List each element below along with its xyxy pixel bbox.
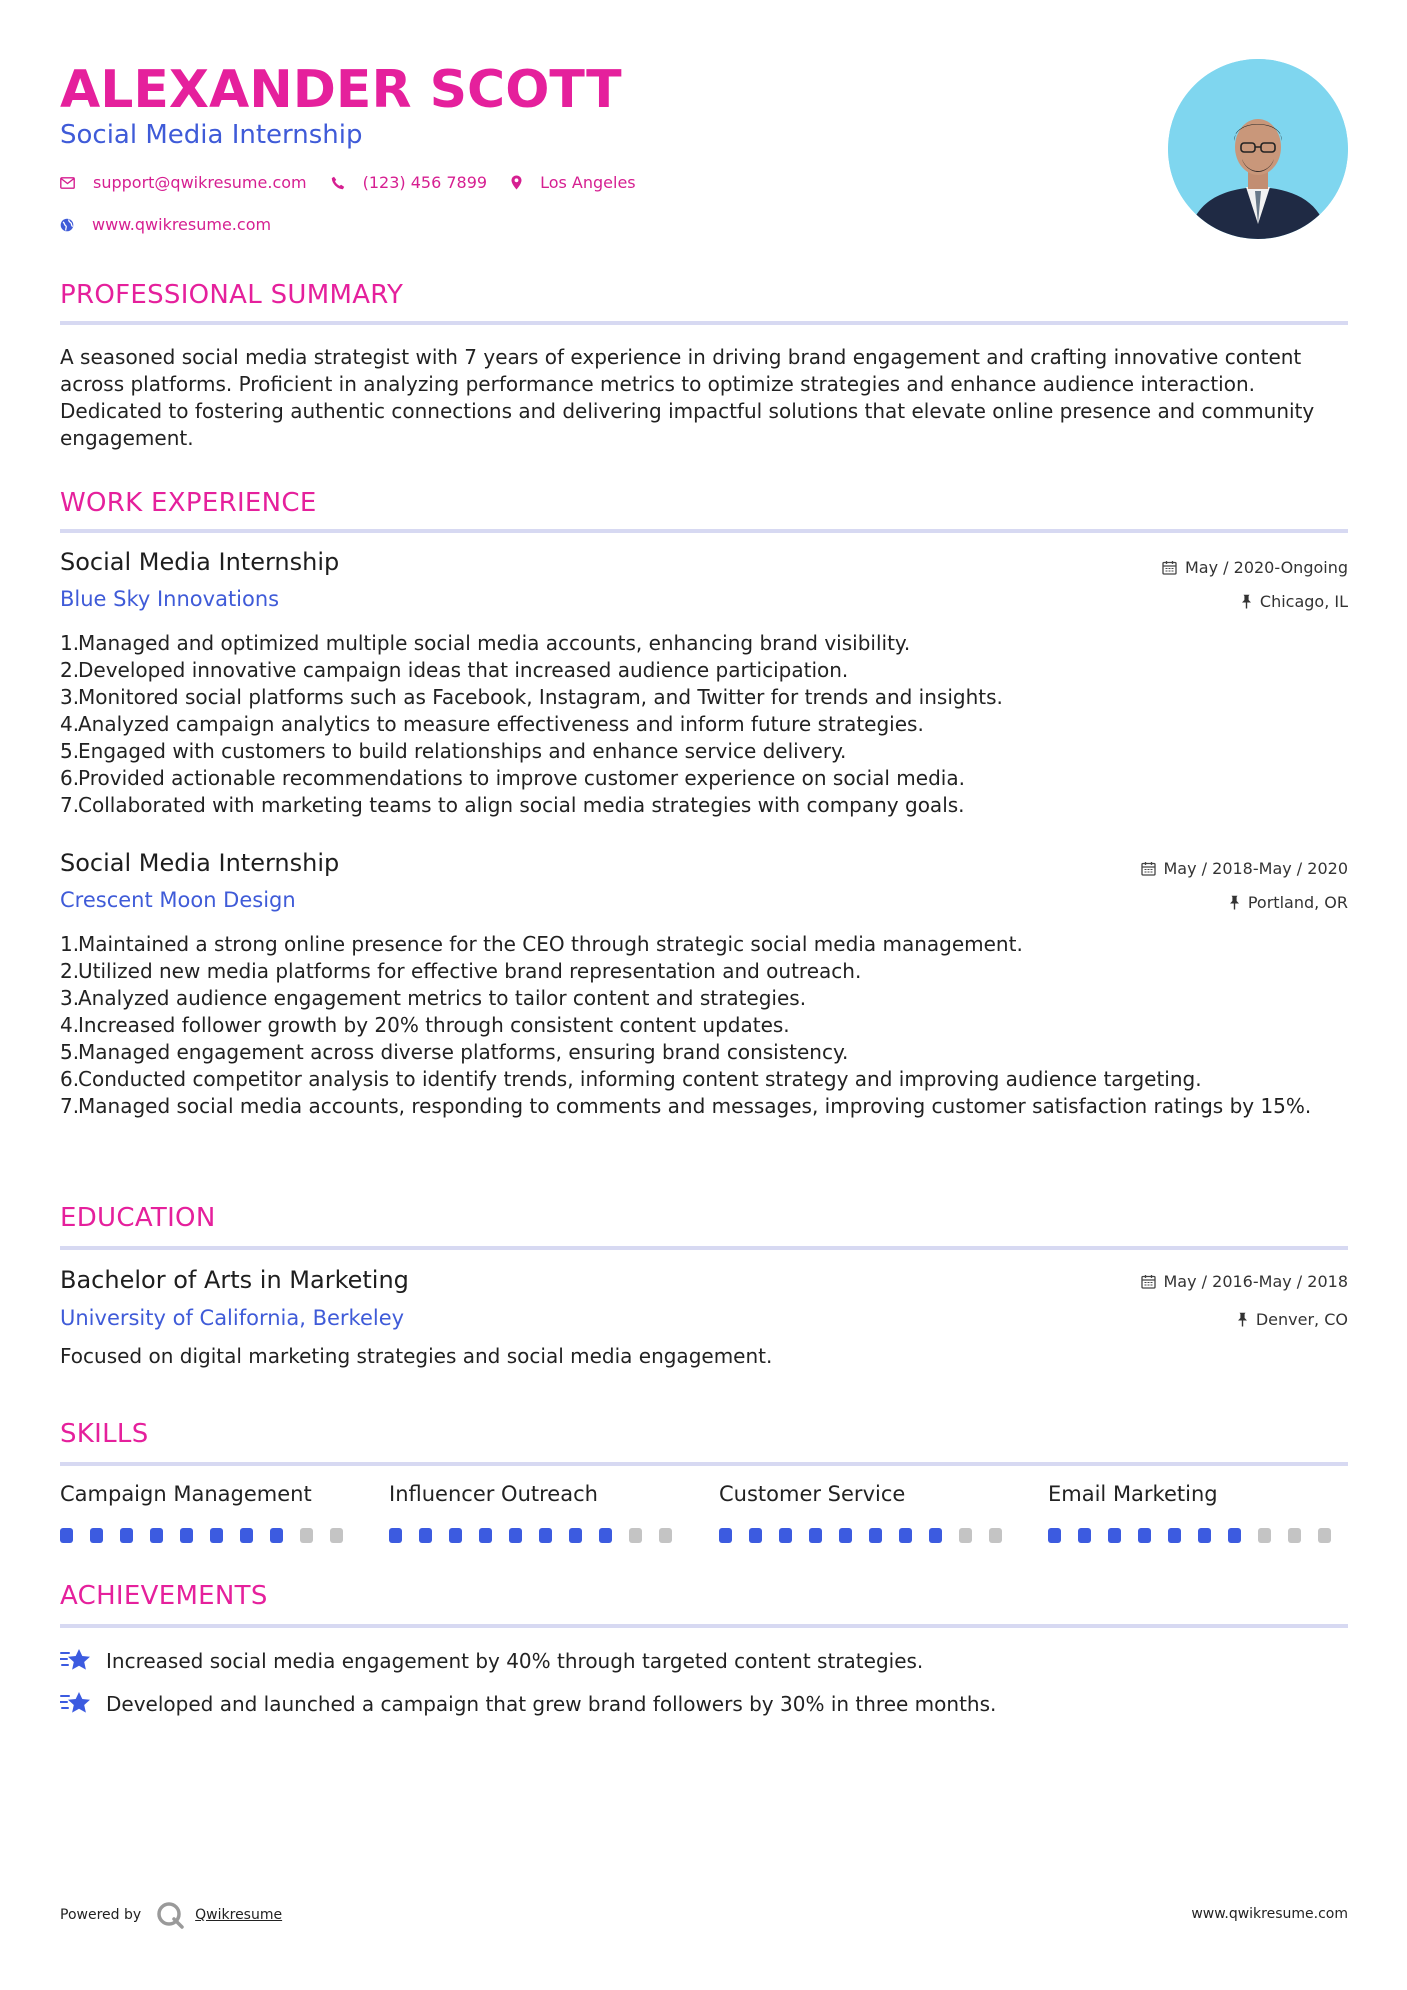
skill-dot-empty — [629, 1528, 642, 1543]
map-pin-icon — [511, 175, 522, 190]
list-number: 2. — [60, 959, 80, 983]
education-date-text: May / 2016-May / 2018 — [1163, 1272, 1348, 1291]
company-name: Crescent Moon Design — [60, 888, 296, 912]
job-responsibilities — [60, 630, 1350, 819]
skill-dot-filled — [839, 1528, 852, 1543]
summary-text: A seasoned social media strategist with 7 years of experience in driving brand engagement and crafting innovative content across platforms. Proficient in analyzing performance metrics to optimize strategies and enhance audience interaction. Dedicated to fostering authentic connections and delivering impactful solutions that elevate online presence and community engagement. — [60, 345, 1315, 450]
skill-name: Influencer Outreach — [389, 1482, 598, 1506]
skill-item — [60, 1482, 360, 1543]
list-text: Managed and optimized multiple social media accounts, enhancing brand visibility. — [78, 631, 911, 655]
section-divider — [60, 1462, 1348, 1466]
list-number: 6. — [60, 766, 80, 790]
skill-dot-filled — [929, 1528, 942, 1543]
globe-icon — [60, 218, 74, 232]
skill-dot-filled — [1168, 1528, 1181, 1543]
contact-email[interactable] — [60, 173, 307, 192]
job-date-text: May / 2020-Ongoing — [1185, 558, 1348, 577]
list-text: Managed social media accounts, responding to comments and messages, improving customer satisfaction ratings by 15%. — [78, 1094, 1312, 1118]
list-text: Analyzed campaign analytics to measure effectiveness and inform future strategies. — [78, 712, 924, 736]
section-divider — [60, 321, 1348, 325]
phone-text: (123) 456 7899 — [362, 173, 488, 192]
list-text: Managed engagement across diverse platforms, ensuring brand consistency. — [78, 1040, 849, 1064]
profile-photo — [1168, 59, 1348, 239]
skill-dot-filled — [1108, 1528, 1121, 1543]
section-divider — [60, 1246, 1348, 1250]
skill-dot-filled — [210, 1528, 223, 1543]
skill-rating — [389, 1528, 689, 1543]
list-item — [60, 1012, 1350, 1039]
skill-dot-empty — [1258, 1528, 1271, 1543]
powered-by-label: Powered by — [60, 1907, 142, 1923]
list-text: Developed innovative campaign ideas that increased audience participation. — [78, 658, 849, 682]
qwikresume-logo-icon — [155, 1900, 187, 1930]
skill-item — [389, 1482, 689, 1543]
job-date — [1141, 859, 1349, 878]
skill-dot-filled — [869, 1528, 882, 1543]
list-item — [60, 792, 1350, 819]
envelope-icon — [60, 177, 75, 189]
list-number: 5. — [60, 739, 80, 763]
list-item — [60, 630, 1350, 657]
skill-rating — [719, 1528, 1019, 1543]
list-number: 2. — [60, 658, 80, 682]
section-title-achievements: ACHIEVEMENTS — [60, 1581, 268, 1611]
list-number: 7. — [60, 793, 80, 817]
job-title: Social Media Internship — [60, 849, 340, 877]
candidate-role: Social Media Internship — [60, 120, 363, 150]
section-divider — [60, 529, 1348, 533]
skill-name: Email Marketing — [1048, 1482, 1218, 1506]
qwikresume-link[interactable]: Qwikresume — [195, 1907, 283, 1923]
calendar-icon — [1141, 861, 1156, 876]
skill-dot-empty — [1318, 1528, 1331, 1543]
job-location-text: Chicago, IL — [1259, 592, 1348, 611]
list-text: Provided actionable recommendations to improve customer experience on social media. — [78, 766, 965, 790]
list-text: Engaged with customers to build relationships and enhance service delivery. — [78, 739, 847, 763]
list-text: Collaborated with marketing teams to align social media strategies with company goals. — [78, 793, 965, 817]
skill-dot-filled — [809, 1528, 822, 1543]
skill-dot-filled — [150, 1528, 163, 1543]
star-icon — [60, 1690, 92, 1718]
company-name: Blue Sky Innovations — [60, 587, 280, 611]
job-date — [1162, 558, 1348, 577]
list-item — [60, 931, 1350, 958]
list-item — [60, 738, 1350, 765]
job-location — [1241, 592, 1348, 611]
list-item — [60, 1066, 1350, 1093]
job-location-text: Portland, OR — [1247, 893, 1348, 912]
skill-dot-filled — [1198, 1528, 1211, 1543]
list-item — [60, 1093, 1350, 1120]
skill-rating — [60, 1528, 360, 1543]
contact-row-website — [60, 215, 295, 234]
achievement-item — [60, 1690, 996, 1718]
pushpin-icon — [1241, 594, 1252, 609]
skill-dot-filled — [180, 1528, 193, 1543]
skill-name: Customer Service — [719, 1482, 906, 1506]
contact-phone[interactable] — [331, 173, 487, 192]
skill-dot-filled — [1228, 1528, 1241, 1543]
education-location — [1237, 1310, 1348, 1329]
list-number: 4. — [60, 712, 80, 736]
skill-dot-filled — [90, 1528, 103, 1543]
skill-dot-filled — [599, 1528, 612, 1543]
job-title: Social Media Internship — [60, 548, 340, 576]
list-item — [60, 765, 1350, 792]
skill-rating — [1048, 1528, 1348, 1543]
achievement-text: Increased social media engagement by 40% through targeted content strategies. — [106, 1649, 924, 1673]
contact-row — [60, 173, 660, 192]
list-text: Conducted competitor analysis to identify trends, informing content strategy and improving audience targeting. — [78, 1067, 1202, 1091]
section-title-skills: SKILLS — [60, 1419, 149, 1449]
list-number: 6. — [60, 1067, 80, 1091]
list-text: Maintained a strong online presence for the CEO through strategic social media management. — [78, 932, 1023, 956]
skill-name: Campaign Management — [60, 1482, 312, 1506]
education-description: Focused on digital marketing strategies and social media engagement. — [60, 1344, 773, 1368]
list-number: 3. — [60, 986, 80, 1010]
job-date-text: May / 2018-May / 2020 — [1163, 859, 1348, 878]
section-title-education: EDUCATION — [60, 1203, 216, 1233]
footer-powered-by — [60, 1900, 282, 1930]
skill-dot-filled — [419, 1528, 432, 1543]
skill-dot-filled — [539, 1528, 552, 1543]
list-text: Monitored social platforms such as Facebook, Instagram, and Twitter for trends and insights. — [78, 685, 1003, 709]
list-number: 1. — [60, 631, 80, 655]
achievement-text: Developed and launched a campaign that grew brand followers by 30% in three months. — [106, 1692, 997, 1716]
degree-title: Bachelor of Arts in Marketing — [60, 1266, 409, 1294]
list-text: Increased follower growth by 20% through consistent content updates. — [78, 1013, 790, 1037]
education-date — [1141, 1272, 1349, 1291]
list-text: Analyzed audience engagement metrics to tailor content and strategies. — [78, 986, 807, 1010]
email-text: support@qwikresume.com — [93, 173, 307, 192]
achievement-item — [60, 1647, 923, 1675]
list-item — [60, 684, 1350, 711]
skill-dot-empty — [1288, 1528, 1301, 1543]
list-number: 7. — [60, 1094, 80, 1118]
education-location-text: Denver, CO — [1255, 1310, 1348, 1329]
skill-dot-filled — [569, 1528, 582, 1543]
list-item — [60, 958, 1350, 985]
candidate-name: ALEXANDER SCOTT — [60, 60, 622, 120]
skill-dot-filled — [899, 1528, 912, 1543]
star-icon — [60, 1647, 92, 1675]
skill-dot-empty — [330, 1528, 343, 1543]
pushpin-icon — [1229, 895, 1240, 910]
job-responsibilities — [60, 931, 1350, 1120]
skill-dot-filled — [1138, 1528, 1151, 1543]
location-text: Los Angeles — [540, 173, 636, 192]
list-number: 5. — [60, 1040, 80, 1064]
skill-dot-empty — [989, 1528, 1002, 1543]
skill-dot-filled — [389, 1528, 402, 1543]
list-item — [60, 711, 1350, 738]
skill-dot-filled — [60, 1528, 73, 1543]
skill-dot-filled — [509, 1528, 522, 1543]
skill-dot-empty — [300, 1528, 313, 1543]
skill-dot-filled — [749, 1528, 762, 1543]
skill-dot-empty — [659, 1528, 672, 1543]
list-number: 3. — [60, 685, 80, 709]
footer-website[interactable]: www.qwikresume.com — [1191, 1906, 1348, 1922]
skill-dot-filled — [270, 1528, 283, 1543]
job-location — [1229, 893, 1348, 912]
skill-dot-filled — [240, 1528, 253, 1543]
list-item — [60, 657, 1350, 684]
skill-dot-empty — [959, 1528, 972, 1543]
calendar-icon — [1162, 560, 1177, 575]
section-title-summary: PROFESSIONAL SUMMARY — [60, 280, 404, 310]
list-item — [60, 1039, 1350, 1066]
skill-item — [1048, 1482, 1348, 1543]
website-text: www.qwikresume.com — [92, 215, 272, 234]
skill-dot-filled — [479, 1528, 492, 1543]
calendar-icon — [1141, 1274, 1156, 1289]
list-item — [60, 985, 1350, 1012]
skill-dot-filled — [120, 1528, 133, 1543]
skill-dot-filled — [1078, 1528, 1091, 1543]
contact-website[interactable] — [60, 215, 271, 234]
pushpin-icon — [1237, 1312, 1248, 1327]
skill-dot-filled — [1048, 1528, 1061, 1543]
skill-dot-filled — [449, 1528, 462, 1543]
skill-dot-filled — [719, 1528, 732, 1543]
skill-dot-filled — [779, 1528, 792, 1543]
contact-location — [511, 173, 636, 192]
skill-item — [719, 1482, 1019, 1543]
list-number: 4. — [60, 1013, 80, 1037]
profile-portrait-graphic — [1168, 59, 1348, 239]
phone-icon — [331, 176, 345, 190]
school-name: University of California, Berkeley — [60, 1306, 405, 1330]
section-title-experience: WORK EXPERIENCE — [60, 488, 317, 518]
list-text: Utilized new media platforms for effective brand representation and outreach. — [78, 959, 862, 983]
list-number: 1. — [60, 932, 80, 956]
section-divider — [60, 1624, 1348, 1628]
